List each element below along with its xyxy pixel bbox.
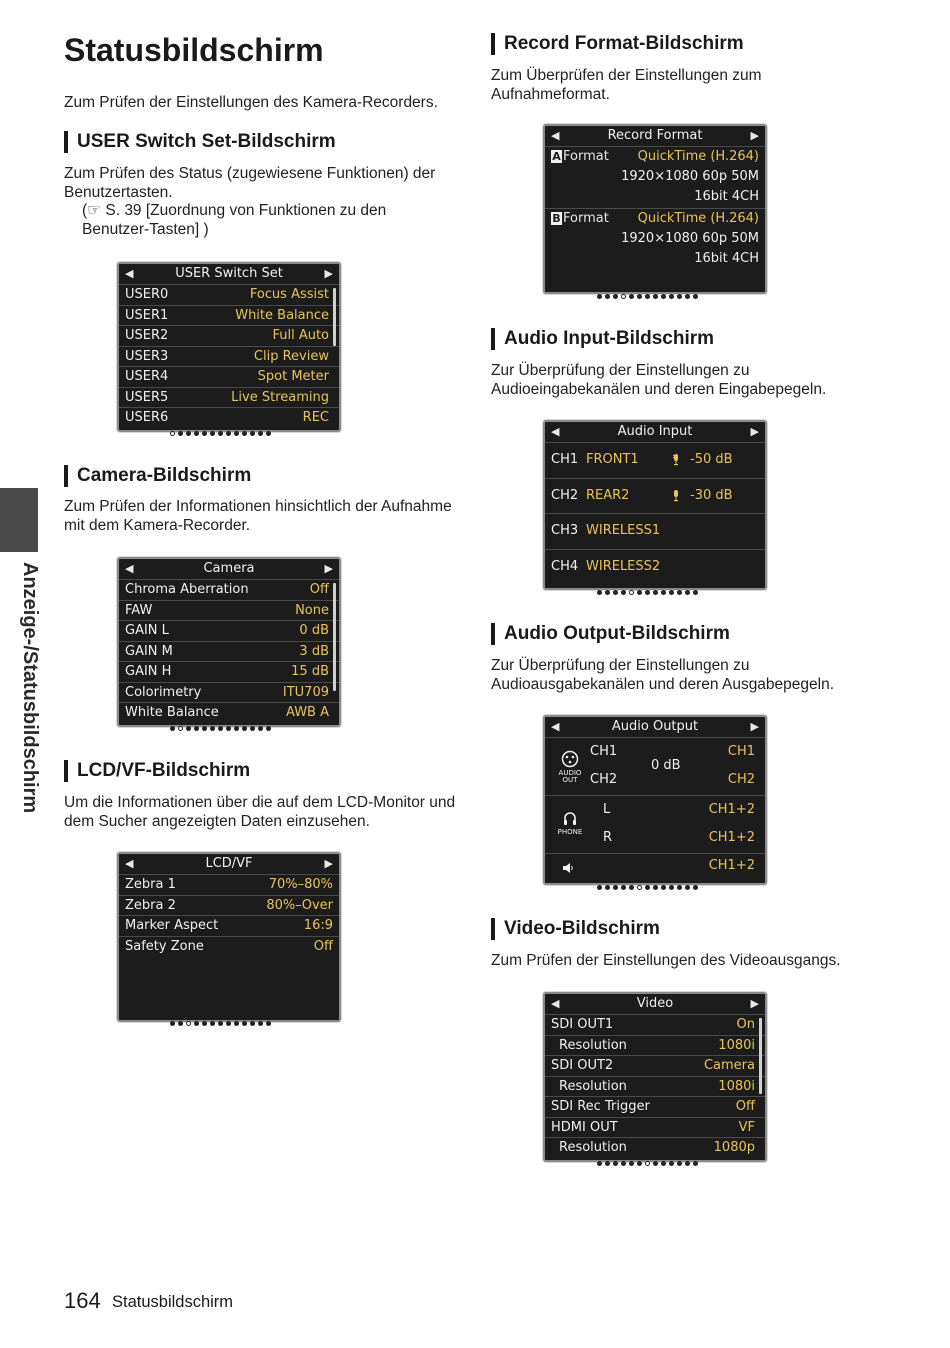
list-item: GAIN H 15 dB [119, 661, 339, 682]
speaker-icon [562, 862, 574, 874]
user-switch-desc: Zum Prüfen des Status (zugewiesene Funktionen) der Benutzertasten. [64, 165, 436, 201]
speaker-value: CH1+2 [708, 858, 755, 873]
audio-output-desc: Zur Überprüfung der Einstellungen zu Audioausgabekanälen und deren Ausgabepegeln. [491, 657, 835, 693]
side-tab-marker [0, 488, 38, 552]
audio-out-ch1: CH1 [590, 744, 618, 759]
phone-r: R [603, 830, 613, 845]
phone-l: L [603, 802, 611, 817]
screen-title: Record Format [607, 128, 703, 143]
audio-out-ch1-value: CH1 [727, 744, 755, 759]
screen-title: USER Switch Set [175, 266, 283, 281]
right-arrow-icon[interactable]: ▶ [324, 562, 333, 575]
screen-header [119, 559, 339, 579]
audio-input-row: CH4 WIRELESS2 [545, 549, 765, 585]
format-b-label: Format [563, 211, 609, 226]
audio-out-label: AUDIO OUT [558, 769, 582, 784]
screen-header [545, 126, 765, 146]
screen-header [119, 264, 339, 284]
format-b-resolution: 1920×1080 60p 50M [621, 231, 759, 246]
scrollbar[interactable] [333, 288, 336, 346]
audio-input-desc: Zur Überprüfung der Einstellungen zu Audioeingabekanälen und deren Eingabepegeln. [491, 362, 827, 398]
list-item: SDI Rec Trigger Off [545, 1096, 765, 1117]
list-item: Zebra 1 70%–80% [119, 874, 339, 895]
audio-input-row: CH2 REAR2 -30 dB [545, 478, 765, 514]
screen-title: LCD/VF [205, 856, 253, 871]
list-item: Resolution 1080i [545, 1076, 765, 1097]
page-indicator-dots [597, 294, 698, 300]
list-item: Safety Zone Off [119, 936, 339, 957]
audio-out-ch2-value: CH2 [727, 772, 755, 787]
audio-out-level: 0 dB [651, 758, 681, 773]
list-item: USER3 Clip Review [119, 346, 339, 367]
left-arrow-icon[interactable]: ◀ [551, 720, 560, 733]
left-arrow-icon[interactable]: ◀ [551, 129, 560, 142]
page-number: 164 [64, 1288, 101, 1313]
user-switch-ref-1: (☞ S. 39 [Zuordnung von Funktionen zu den [82, 202, 387, 219]
scrollbar[interactable] [333, 583, 336, 691]
audio-input-row: CH3 WIRELESS1 [545, 513, 765, 549]
screen-title: Audio Output [611, 719, 699, 734]
camera-screen [117, 557, 341, 727]
format-b-block [545, 208, 765, 270]
list-item: Resolution 1080i [545, 1035, 765, 1056]
lcd-vf-desc: Um die Informationen über die auf dem LCD-Monitor und dem Sucher angezeigten Daten einzusehen. [64, 794, 456, 830]
list-item: FAW None [119, 600, 339, 621]
screen-header [545, 994, 765, 1014]
phone-l-value: CH1+2 [708, 802, 755, 817]
audio-input-heading: Audio Input-Bildschirm [491, 328, 714, 350]
page-title: Statusbildschirm [64, 32, 324, 68]
lcd-vf-screen [117, 852, 341, 1022]
right-arrow-icon[interactable]: ▶ [750, 425, 759, 438]
speaker-block [545, 853, 765, 882]
left-arrow-icon[interactable]: ◀ [125, 267, 134, 280]
audio-output-heading: Audio Output-Bildschirm [491, 623, 730, 645]
headphone-icon [563, 812, 577, 825]
record-format-screen [543, 124, 767, 294]
page-indicator-dots [597, 590, 698, 596]
page-intro: Zum Prüfen der Einstellungen des Kamera-Recorders. [64, 94, 438, 111]
list-item: White Balance AWB A [119, 702, 339, 723]
format-a-label: Format [563, 149, 609, 164]
list-item: USER4 Spot Meter [119, 366, 339, 387]
audio-input-screen [543, 420, 767, 590]
camera-heading: Camera-Bildschirm [64, 465, 251, 487]
screen-title: Video [636, 996, 674, 1011]
record-format-desc: Zum Überprüfen der Einstellungen zum Aufnahmeformat. [491, 67, 762, 103]
right-arrow-icon[interactable]: ▶ [750, 720, 759, 733]
list-item: Zebra 2 80%–Over [119, 895, 339, 916]
audio-output-screen [543, 715, 767, 885]
format-b-badge: B [552, 212, 561, 225]
list-item: HDMI OUT VF [545, 1117, 765, 1138]
list-item: GAIN M 3 dB [119, 641, 339, 662]
footer-title: Statusbildschirm [112, 1293, 234, 1311]
list-item: USER1 White Balance [119, 305, 339, 326]
right-arrow-icon[interactable]: ▶ [324, 267, 333, 280]
list-item: SDI OUT2 Camera [545, 1055, 765, 1076]
format-a-audio: 16bit 4CH [694, 189, 759, 204]
screen-header [545, 717, 765, 737]
audio-out-ch2: CH2 [590, 772, 618, 787]
page-indicator-dots [597, 885, 698, 891]
record-format-heading: Record Format-Bildschirm [491, 33, 744, 55]
right-arrow-icon[interactable]: ▶ [750, 997, 759, 1010]
list-item: USER5 Live Streaming [119, 387, 339, 408]
camera-desc: Zum Prüfen der Informationen hinsichtlich der Aufnahme mit dem Kamera-Recorder. [64, 498, 452, 534]
page-indicator-dots [170, 726, 271, 732]
screen-header [545, 422, 765, 442]
phone-label: PHONE [557, 828, 583, 836]
list-item: USER0 Focus Assist [119, 284, 339, 305]
list-item: GAIN L 0 dB [119, 620, 339, 641]
user-switch-heading: USER Switch Set-Bildschirm [64, 131, 336, 153]
list-item: Resolution 1080p [545, 1137, 765, 1158]
left-arrow-icon[interactable]: ◀ [551, 997, 560, 1010]
user-switch-ref-2: Benutzer-Tasten] ) [82, 221, 209, 238]
format-a-badge: A [552, 150, 561, 163]
video-screen [543, 992, 767, 1162]
lcd-vf-heading: LCD/VF-Bildschirm [64, 760, 250, 782]
format-b-codec: QuickTime (H.264) [637, 211, 759, 226]
screen-title: Camera [203, 561, 255, 576]
list-item: USER2 Full Auto [119, 325, 339, 346]
video-heading: Video-Bildschirm [491, 918, 660, 940]
user-switch-screen [117, 262, 341, 432]
side-label: Anzeige-/Statusbildschirm [19, 562, 41, 814]
microphone-icon [673, 490, 679, 502]
left-arrow-icon[interactable]: ◀ [551, 425, 560, 438]
page-indicator-dots [170, 1021, 271, 1027]
list-item: USER6 REC [119, 407, 339, 428]
left-arrow-icon[interactable]: ◀ [125, 857, 134, 870]
video-desc: Zum Prüfen der Einstellungen des Videoausgangs. [491, 952, 841, 969]
left-arrow-icon[interactable]: ◀ [125, 562, 134, 575]
phone-block [545, 795, 765, 853]
format-a-codec: QuickTime (H.264) [637, 149, 759, 164]
right-arrow-icon[interactable]: ▶ [324, 857, 333, 870]
screen-title: Audio Input [617, 424, 693, 439]
format-a-block [545, 146, 765, 208]
list-item: Chroma Aberration Off [119, 579, 339, 600]
audio-input-row: CH1 FRONT1 -50 dB [545, 442, 765, 478]
phone-r-value: CH1+2 [708, 830, 755, 845]
format-b-audio: 16bit 4CH [694, 251, 759, 266]
list-item: SDI OUT1 On [545, 1014, 765, 1035]
screen-header [119, 854, 339, 874]
right-arrow-icon[interactable]: ▶ [750, 129, 759, 142]
page-indicator-dots [170, 431, 271, 437]
audio-out-connector-icon [561, 750, 579, 768]
list-item: Colorimetry ITU709 [119, 682, 339, 703]
list-item: Marker Aspect 16:9 [119, 915, 339, 936]
format-a-resolution: 1920×1080 60p 50M [621, 169, 759, 184]
audio-out-block [545, 737, 765, 795]
scrollbar[interactable] [759, 1018, 762, 1094]
page-indicator-dots [597, 1161, 698, 1167]
microphone-icon [673, 454, 679, 466]
